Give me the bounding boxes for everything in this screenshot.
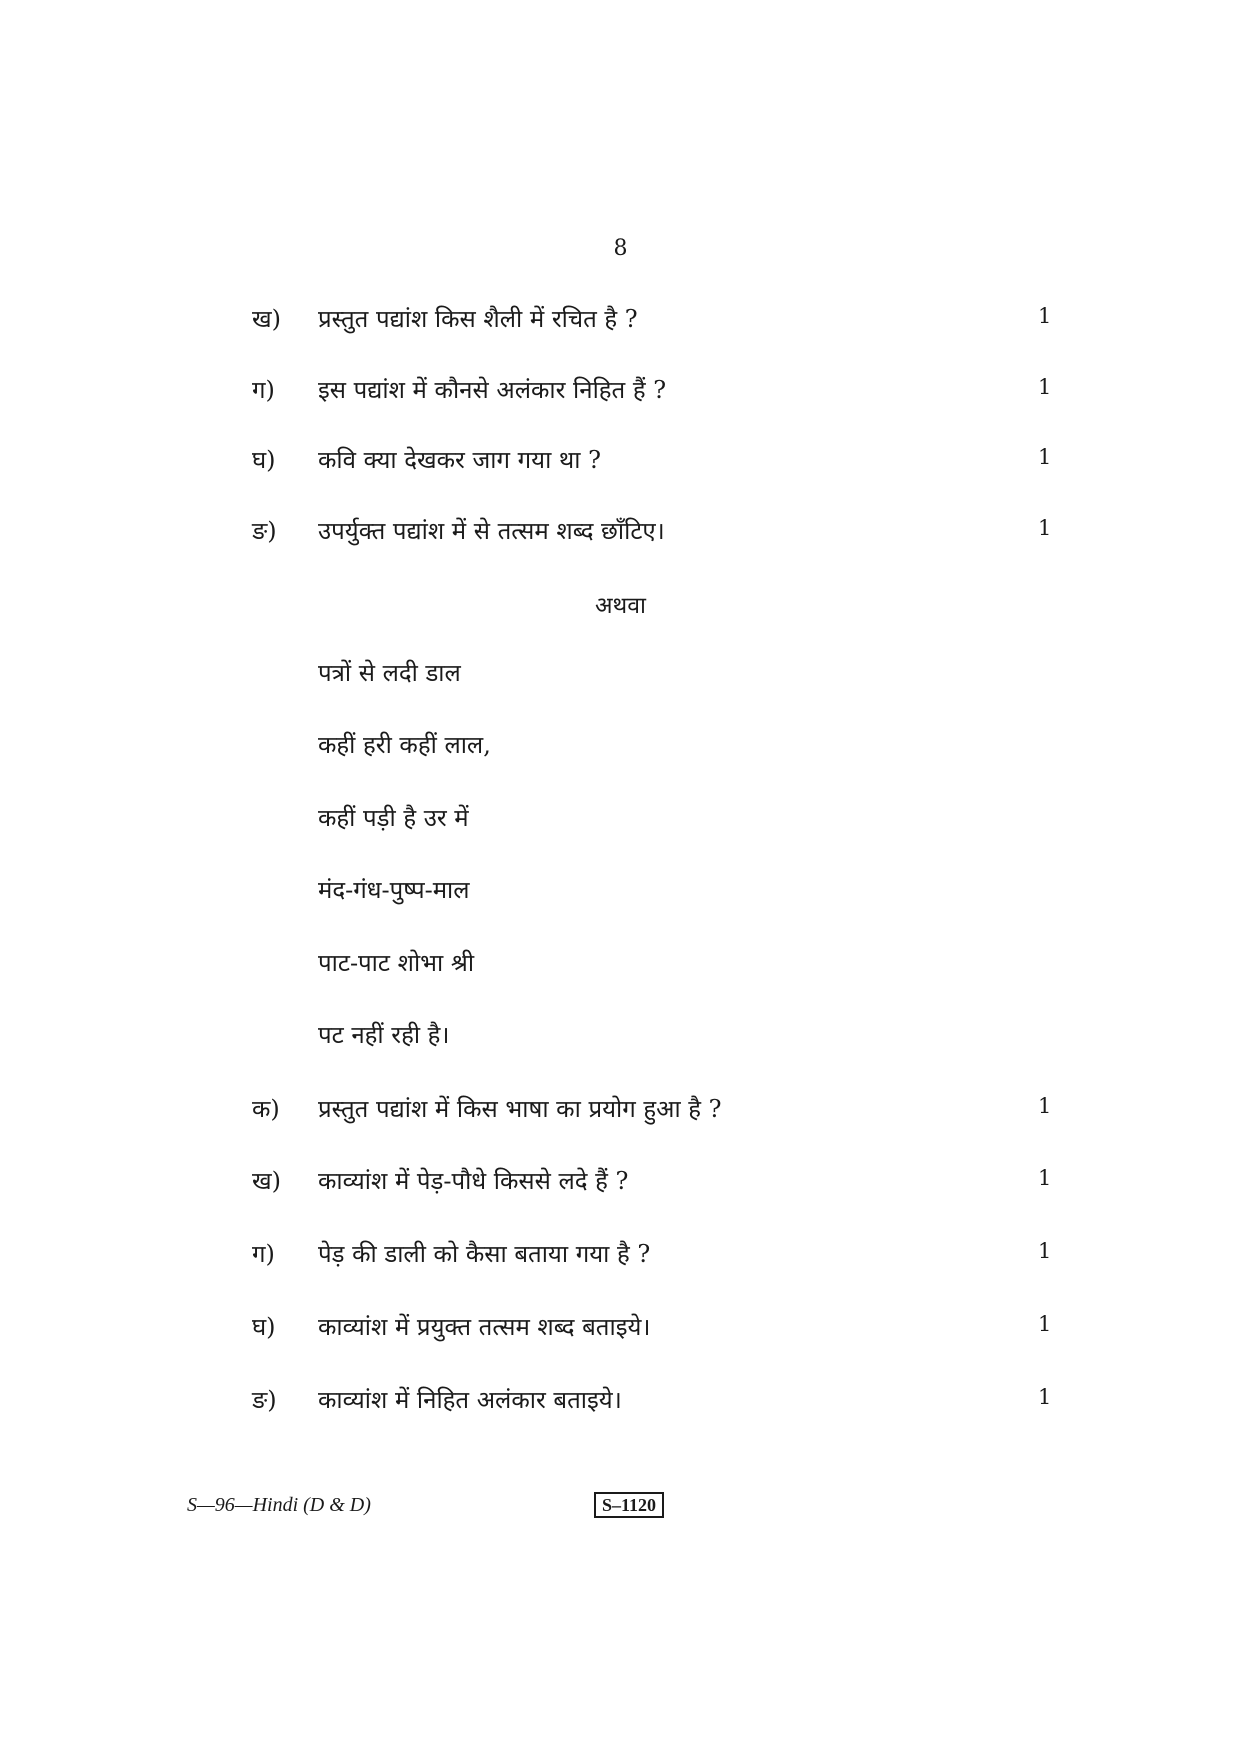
question-marks: 1 <box>1038 1166 1052 1190</box>
question-label: क) <box>252 1095 280 1123</box>
question-text: काव्यांश में प्रयुक्त तत्सम शब्द बताइये। <box>318 1313 651 1341</box>
poem-line: पत्रों से लदी डाल <box>318 659 461 687</box>
question-marks: 1 <box>1038 304 1052 328</box>
question-label: ग) <box>252 1240 275 1268</box>
question-row <box>0 1310 1241 1350</box>
question-text: कवि क्या देखकर जाग गया था ? <box>318 446 601 474</box>
page-number: 8 <box>613 236 628 261</box>
poem-line: मंद-गंध-पुष्प-माल <box>318 876 470 904</box>
question-marks: 1 <box>1038 1312 1052 1336</box>
question-text: प्रस्तुत पद्यांश में किस भाषा का प्रयोग हुआ है ? <box>318 1095 722 1123</box>
question-label: घ) <box>252 1313 276 1341</box>
question-row <box>0 302 1241 342</box>
question-text: काव्यांश में निहित अलंकार बताइये। <box>318 1386 622 1414</box>
question-row <box>0 514 1241 554</box>
question-label: ग) <box>252 376 275 404</box>
or-separator: अथवा <box>594 593 646 619</box>
question-row <box>0 1237 1241 1277</box>
question-text: पेड़ की डाली को कैसा बताया गया है ? <box>318 1240 651 1268</box>
poem-line: पट नहीं रही है। <box>318 1021 450 1049</box>
question-marks: 1 <box>1038 1385 1052 1409</box>
question-label: ङ) <box>252 1386 277 1414</box>
poem-line: पाट-पाट शोभा श्री <box>318 949 475 977</box>
question-row <box>0 443 1241 483</box>
question-label: ख) <box>252 1167 281 1195</box>
question-marks: 1 <box>1038 1094 1052 1118</box>
question-marks: 1 <box>1038 1239 1052 1263</box>
footer-paper-info: S—96—Hindi (D & D) <box>187 1494 371 1516</box>
question-row <box>0 373 1241 413</box>
question-label: घ) <box>252 446 276 474</box>
question-row <box>0 1092 1241 1132</box>
question-text: इस पद्यांश में कौनसे अलंकार निहित हैं ? <box>318 376 667 404</box>
poem-line: कहीं हरी कहीं लाल, <box>318 731 491 759</box>
question-text: उपर्युक्त पद्यांश में से तत्सम शब्द छाँटिए। <box>318 517 665 545</box>
question-marks: 1 <box>1038 375 1052 399</box>
question-row <box>0 1164 1241 1204</box>
footer-paper-code: S–1120 <box>594 1492 664 1518</box>
question-label: ख) <box>252 305 281 333</box>
question-text: प्रस्तुत पद्यांश किस शैली में रचित है ? <box>318 305 638 333</box>
question-row <box>0 1383 1241 1423</box>
question-label: ङ) <box>252 517 277 545</box>
question-marks: 1 <box>1038 516 1052 540</box>
question-text: काव्यांश में पेड़-पौधे किससे लदे हैं ? <box>318 1167 629 1195</box>
poem-line: कहीं पड़ी है उर में <box>318 804 469 832</box>
question-marks: 1 <box>1038 445 1052 469</box>
